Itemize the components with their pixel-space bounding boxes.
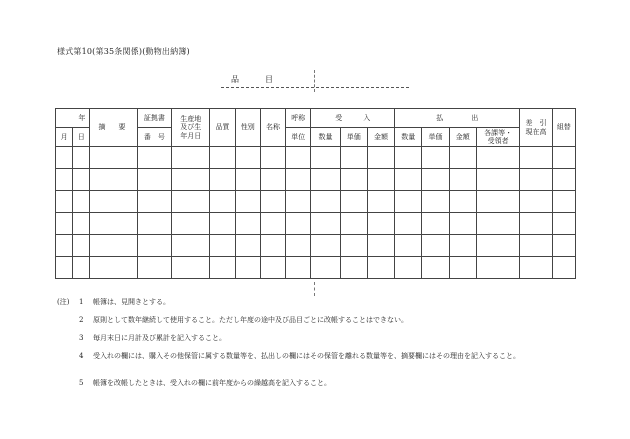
ledger-cell [476,169,519,191]
ledger-body [56,147,576,279]
ledger-cell [286,257,311,279]
ledger-cell [56,147,73,169]
ledger-cell [520,169,552,191]
ledger-cell [449,169,476,191]
note-text: 受入れの欄には、購入その他保管に属する数量等を、払出しの欄にはその保管を離れる数量等を、摘要欄にはその理由を記入すること。 [93,352,520,360]
ledger-cell [235,257,260,279]
header-paid-quantity: 数量 [395,128,422,147]
ledger-cell [90,169,137,191]
ledger-cell [73,213,90,235]
ledger-cell [449,147,476,169]
ledger-cell [552,257,575,279]
ledger-cell [260,147,285,169]
ledger-cell [340,147,367,169]
item-label: 品 目 [231,75,282,84]
header-production-line-3: 年月日 [180,131,202,140]
header-received-quantity: 数量 [311,128,340,147]
ledger-cell [137,257,171,279]
ledger-cell [552,213,575,235]
ledger-cell [520,147,552,169]
ledger-cell [476,213,519,235]
ledger-cell [340,191,367,213]
ledger-cell [340,213,367,235]
ledger-table [55,108,576,279]
ledger-cell [395,235,422,257]
ledger-cell [137,147,171,169]
ledger-cell [422,169,449,191]
ledger-cell [260,235,285,257]
ledger-cell [90,213,137,235]
ledger-cell [235,235,260,257]
header-gender: 性別 [235,109,260,147]
ledger-cell [235,147,260,169]
header-diff-line-1: 差 引 [525,119,547,128]
ledger-cell [449,191,476,213]
header-year: 年 [56,109,90,128]
note-item [79,316,571,324]
ledger-cell [367,257,394,279]
ledger-cell [340,235,367,257]
ledger-cell [340,169,367,191]
ledger-cell [286,147,311,169]
ledger-cell [422,147,449,169]
ledger-cell [172,191,210,213]
ledger-row [56,213,576,235]
header-received-unit-price: 単価 [340,128,367,147]
ledger-cell [172,257,210,279]
ledger-row [56,169,576,191]
ledger-cell [367,147,394,169]
ledger-cell [367,235,394,257]
ledger-cell [520,191,552,213]
ledger-cell [56,235,73,257]
ledger-cell [395,191,422,213]
header-diff [520,109,552,147]
ledger-cell [367,169,394,191]
header-division-line-2: 受領者 [487,137,509,145]
ledger-row [56,235,576,257]
ledger-cell [210,147,235,169]
note-text: 帳簿は、見開きとする。 [93,298,170,306]
ledger-cell [552,235,575,257]
ledger-cell [235,213,260,235]
note-number: 2 [79,316,84,324]
ledger-cell [552,169,575,191]
ledger-cell [210,169,235,191]
note-text: 毎月末日に月計及び累計を記入すること。 [93,334,226,342]
header-name: 名称 [260,109,285,147]
header-call: 呼称 [286,109,311,128]
ledger-cell [520,257,552,279]
ledger-cell [260,257,285,279]
ledger-cell [90,147,137,169]
header-row-1 [56,109,576,128]
note-text: 帳簿を改帳したときは、受入れの欄に前年度からの繰越高を記入すること。 [93,379,331,387]
ledger-cell [73,169,90,191]
ledger-cell [210,191,235,213]
ledger-cell [260,169,285,191]
ledger-cell [56,191,73,213]
ledger-cell [449,213,476,235]
ledger-cell [73,257,90,279]
ledger-cell [73,235,90,257]
header-division-line-1: 各課等・ [484,128,513,137]
header-unit: 単位 [286,128,311,147]
ledger-cell [476,147,519,169]
note-item [79,379,571,387]
ledger-cell [73,147,90,169]
header-received: 受 入 [311,109,395,128]
header-paid-out: 払 出 [395,109,520,128]
ledger-cell [476,257,519,279]
note-number: 1 [79,298,84,306]
ledger-cell [210,235,235,257]
header-month: 月 [56,128,73,147]
ledger-cell [210,213,235,235]
header-transfer: 組替 [552,109,575,147]
note-item [79,334,571,342]
ledger-cell [286,213,311,235]
ledger-cell [311,191,340,213]
ledger-cell [286,235,311,257]
header-production-line-2: 及び生 [180,123,202,132]
ledger-cell [172,213,210,235]
ledger-cell [172,147,210,169]
notes-prefix: (注) [57,298,70,306]
ledger-cell [367,191,394,213]
ledger-cell [422,191,449,213]
ledger-cell [367,213,394,235]
ledger-cell [311,147,340,169]
ledger-row [56,191,576,213]
ledger-row [56,257,576,279]
ledger-cell [235,169,260,191]
ledger-cell [286,191,311,213]
ledger-cell [340,257,367,279]
ledger-cell [56,213,73,235]
ledger-cell [260,191,285,213]
ledger-cell [311,235,340,257]
ledger-cell [56,169,73,191]
ledger-cell [56,257,73,279]
ledger-cell [476,235,519,257]
ledger-cell [395,169,422,191]
ledger-cell [90,235,137,257]
ledger-cell [137,235,171,257]
ledger-cell [311,257,340,279]
item-field [221,74,409,88]
ledger-cell [520,235,552,257]
header-day: 日 [73,128,90,147]
ledger-row [56,147,576,169]
ledger-cell [552,147,575,169]
ledger-cell [449,257,476,279]
header-division [476,128,519,147]
center-fold-mark-bottom [314,282,315,296]
ledger-cell [137,191,171,213]
ledger-cell [395,147,422,169]
ledger-cell [422,213,449,235]
note-number: 3 [79,334,84,342]
note-number: 5 [79,379,84,387]
header-evidence-top: 証拠書 [137,109,171,128]
ledger-cell [552,191,575,213]
ledger-cell [449,235,476,257]
ledger-cell [90,257,137,279]
header-diff-line-2: 現在高 [525,127,547,136]
note-number: 4 [79,352,84,360]
ledger-cell [422,257,449,279]
header-production [172,109,210,147]
note-text: 原則として数年継続して使用すること。ただし年度の途中及び品目ごとに改帳することはできない。 [93,316,408,324]
ledger-cell [73,191,90,213]
ledger-cell [311,213,340,235]
ledger-cell [311,169,340,191]
header-summary: 摘 要 [90,109,137,147]
header-evidence-bottom: 番 号 [137,128,171,147]
ledger-cell [476,191,519,213]
header-production-line-1: 生産地 [180,115,202,124]
ledger-cell [235,191,260,213]
ledger-cell [137,169,171,191]
ledger-cell [520,213,552,235]
header-paid-unit-price: 単価 [422,128,449,147]
ledger-cell [395,213,422,235]
ledger-cell [172,235,210,257]
form-title: 様式第10(第35条関係)(動物出納簿) [57,47,190,56]
note-item [79,298,571,306]
header-quality: 品質 [210,109,235,147]
note-item [79,352,571,360]
ledger-cell [395,257,422,279]
ledger-cell [90,191,137,213]
ledger-cell [210,257,235,279]
ledger-cell [286,169,311,191]
ledger-cell [172,169,210,191]
ledger-cell [260,213,285,235]
header-received-amount: 金額 [367,128,394,147]
header-paid-amount: 金額 [449,128,476,147]
ledger-cell [137,213,171,235]
ledger-cell [422,235,449,257]
